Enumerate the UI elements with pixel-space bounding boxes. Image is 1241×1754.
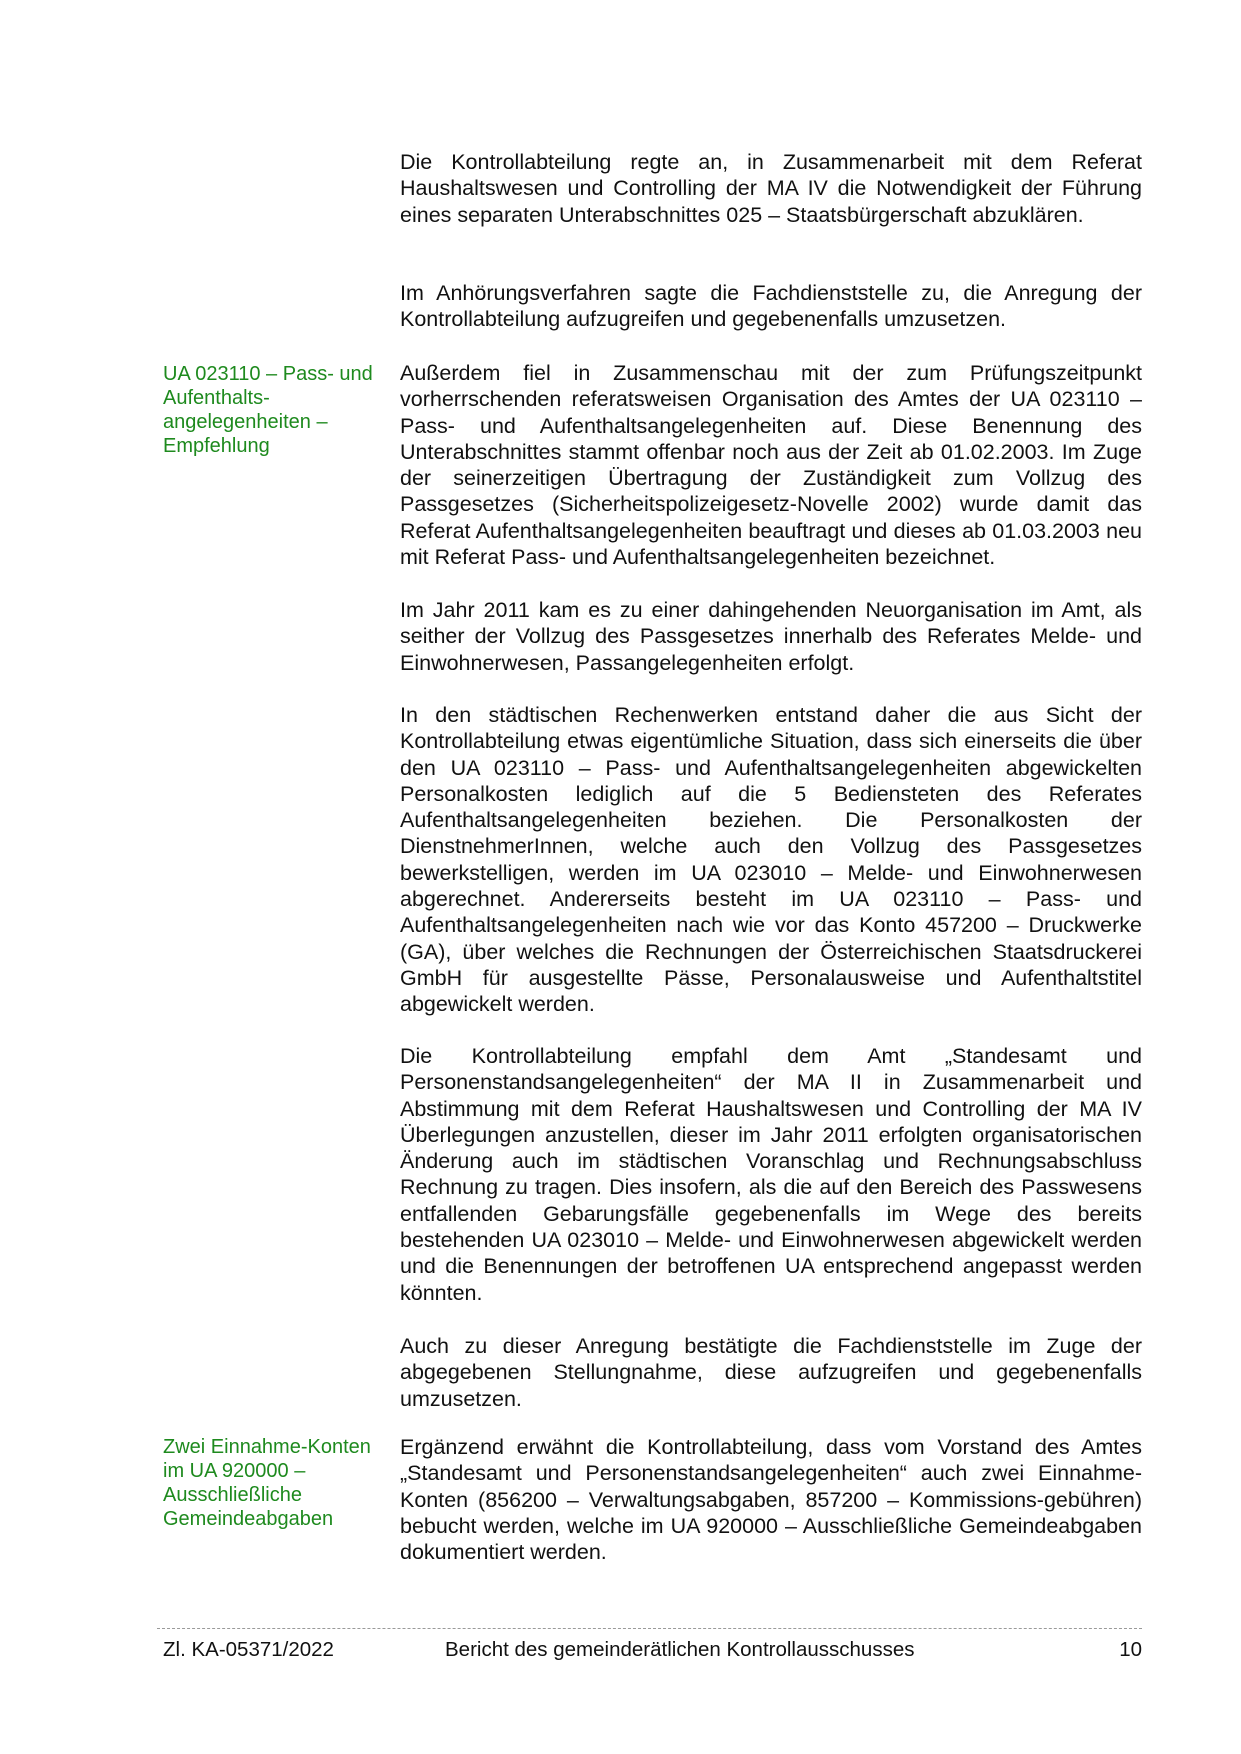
body-paragraph-empfehlung: Die Kontrollabteilung empfahl dem Amt „Standesamt und Personenstandsangelegenheiten“ der MA II in Zusammenarbeit und Abstimmung mit dem Referat Haushaltswesen und Controlling der MA IV Überlegungen anzustellen, dieser im Jahr 2011 erfolgten organisatorischen Änderung auch im städtischen Voranschlag und Rechnungsabschluss Rechnung zu tragen. Dies insofern, als die auf den Bereich des Passwesens entfallenden Gebarungsfälle gegebenenfalls im Wege des bereits bestehenden UA 023010 – Melde- und Einwohnerwesen abgewickelt werden und die Benennungen der betroffenen UA entsprechend angepasst werden könnten. xyxy=(400,1044,1142,1305)
footer-report-title: Bericht des gemeinderätlichen Kontrollausschusses xyxy=(445,1638,915,1661)
body-paragraph-staatsbuergerschaft: Die Kontrollabteilung regte an, in Zusammenarbeit mit dem Referat Haushaltswesen und Controlling der MA IV die Notwendigkeit der Führung eines separaten Unterabschnittes 025 – Staatsbürgerschaft abzuklären. xyxy=(400,150,1142,227)
margin-note-einnahme-konten: Zwei Einnahme-Konten im UA 920000 – Ausschließliche Gemeindeabgaben xyxy=(163,1436,371,1530)
body-paragraph-einnahme-konten: Ergänzend erwähnt die Kontrollabteilung, dass vom Vorstand des Amtes „Standesamt und Personenstandsangelegenheiten“ auch zwei Einnahme-Konten (856200 – Verwaltungsabgaben, 857200 – Kommissions-gebühren) bebucht werden, welche im UA 920000 – Ausschließliche Gemeindeabgaben dokumentiert werden. xyxy=(400,1435,1142,1565)
body-paragraph-neuorganisation: Im Jahr 2011 kam es zu einer dahingehenden Neuorganisation im Amt, als seither der Vollzug des Passgesetzes innerhalb des Referates Melde- und Einwohnerwesen, Passangelegenheiten erfolgt. xyxy=(400,598,1142,675)
margin-note-ua-023110: UA 023110 – Pass- und Aufenthalts-angelegenheiten – Empfehlung xyxy=(163,363,373,457)
footer-page-number: 10 xyxy=(1119,1638,1142,1661)
body-paragraph-anhoerung-1: Im Anhörungsverfahren sagte die Fachdienststelle zu, die Anregung der Kontrollabteilung aufzugreifen und gegebenenfalls umzusetzen. xyxy=(400,281,1142,332)
body-paragraph-ua-023110: Außerdem fiel in Zusammenschau mit der zum Prüfungszeitpunkt vorherrschenden referatsweisen Organisation des Amtes der UA 023110 – Pass- und Aufenthaltsangelegenheiten auf. Diese Benennung des Unterabschnittes stammt offenbar noch aus der Zeit ab 01.02.2003. Im Zuge der seinerzeitigen Übertragung der Zuständigkeit zum Vollzug des Passgesetzes (Sicherheitspolizeigesetz-Novelle 2002) wurde damit das Referat Aufenthaltsangelegenheiten beauftragt und dieses ab 01.03.2003 neu mit Referat Pass- und Aufenthaltsangelegenheiten bezeichnet. xyxy=(400,361,1142,570)
footer-divider xyxy=(157,1628,1142,1629)
body-paragraph-anhoerung-2: Auch zu dieser Anregung bestätigte die Fachdienststelle im Zuge der abgegebenen Stellungnahme, diese aufzugreifen und gegebenenfalls umzusetzen. xyxy=(400,1334,1142,1411)
footer-reference-number: Zl. KA-05371/2022 xyxy=(163,1638,334,1661)
body-paragraph-rechenwerke: In den städtischen Rechenwerken entstand daher die aus Sicht der Kontrollabteilung etwas eigentümliche Situation, dass sich einerseits die über den UA 023110 – Pass- und Aufenthaltsangelegenheiten abgewickelten Personalkosten lediglich auf die 5 Bediensteten des Referates Aufenthaltsangelegenheiten beziehen. Die Personalkosten der DienstnehmerInnen, welche auch den Vollzug des Passgesetzes bewerkstelligen, werden im UA 023010 – Melde- und Einwohnerwesen abgerechnet. Andererseits besteht im UA 023110 – Pass- und Aufenthaltsangelegenheiten nach wie vor das Konto 457200 – Druckwerke (GA), über welches die Rechnungen der Österreichischen Staatsdruckerei GmbH für ausgestellte Pässe, Personalausweise und Aufenthaltstitel abgewickelt werden. xyxy=(400,703,1142,1017)
